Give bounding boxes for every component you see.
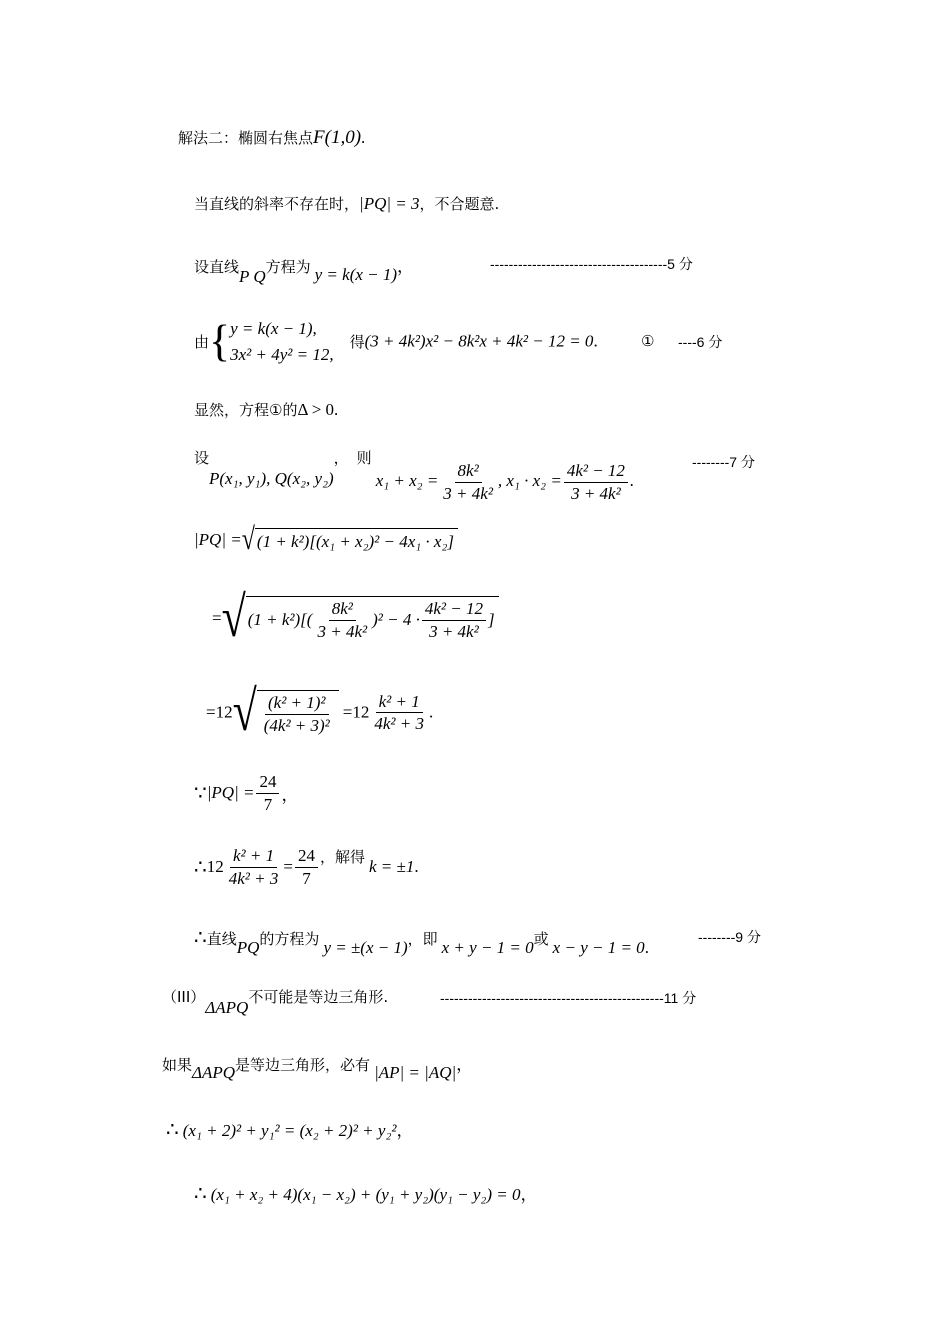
- equilateral-assumption: 如果ΔAPQ是等边三角形，必有 |AP| = |AQ|，: [162, 1055, 474, 1082]
- part-three-claim: （III）ΔAPQ不可能是等边三角形.: [162, 988, 389, 1017]
- score-6: ----6 分: [678, 334, 723, 350]
- score-5: --------------------------------------5 分: [490, 256, 693, 272]
- solve-for-k: ∴12 $\frac{\text{k² + 1}}{\text{4k² + 3}}$ = $\frac{24}{7}$ ，解得k = ±1.: [194, 846, 419, 888]
- given-chord-length: ∵|PQ| = $\frac{24}{7}$ ，: [194, 772, 299, 814]
- line-pq-result: ∴直线PQ的方程为 y = ±(x − 1)，即 x + y − 1 = 0或 x − y − 1 = 0.: [194, 927, 649, 957]
- score-7: --------7 分: [692, 454, 755, 470]
- score-11: ------------------------------------------------11 分: [440, 990, 697, 1006]
- vertical-slope-case: 当直线的斜率不存在时，|PQ| = 3，不合题意.: [194, 194, 500, 213]
- score-9: --------9 分: [698, 929, 761, 945]
- solution-heading: 解法二：椭圆右焦点F(1,0).: [178, 127, 366, 148]
- vieta-relations: 设P(x₁, y₁), Q(x₂, y₂)， 则 x₁ + x₂ = $\frac{\text{8k²}}{\text{3 + 4k²}}$ , x₁ · x₂ = $\frac{\text{4k² − 12}}{\text{3 + 4k²}}$ .: [194, 449, 635, 503]
- factored-equation: ∴ (x₁ + x₂ + 4)(x₁ − x₂) + (y₁ + y₂)(y₁ − y₂) = 0，: [194, 1183, 538, 1205]
- chord-length-formula: |PQ| = √ (1 + k²)[(x₁ + x₂)² − 4x₁ · x₂]: [194, 528, 458, 552]
- equal-distance-equation: ∴ (x₁ + 2)² + y₁² = (x₂ + 2)² + y₂²，: [166, 1119, 414, 1141]
- line-equation-setup: 设直线P Q方程为 y = k(x − 1)，: [194, 257, 415, 286]
- equation-marker: ①: [641, 332, 655, 350]
- chord-length-simplified: =12 √ $\frac{\text{(k² + 1)²}}{\text{(4k² + 3)²}}$ =12 $\frac{\text{k² + 1}}{\text{4k² + 3}}$ .: [206, 679, 434, 744]
- system-of-equations: 由{ y = k(x − 1), 3x² + 4y² = 12, 得(3 + 4k²)x² − 8k²x + 4k² − 12 = 0.: [194, 316, 598, 366]
- chord-length-substituted: = √ (1 + k²)[( $\frac{\text{8k²}}{\text{3 + 4k²}}$ )² − 4 · $\frac{\text{4k² − 12}}{\text{3 + 4k²}}$ ]: [212, 596, 499, 641]
- discriminant-note: 显然，方程①的Δ > 0.: [194, 400, 339, 419]
